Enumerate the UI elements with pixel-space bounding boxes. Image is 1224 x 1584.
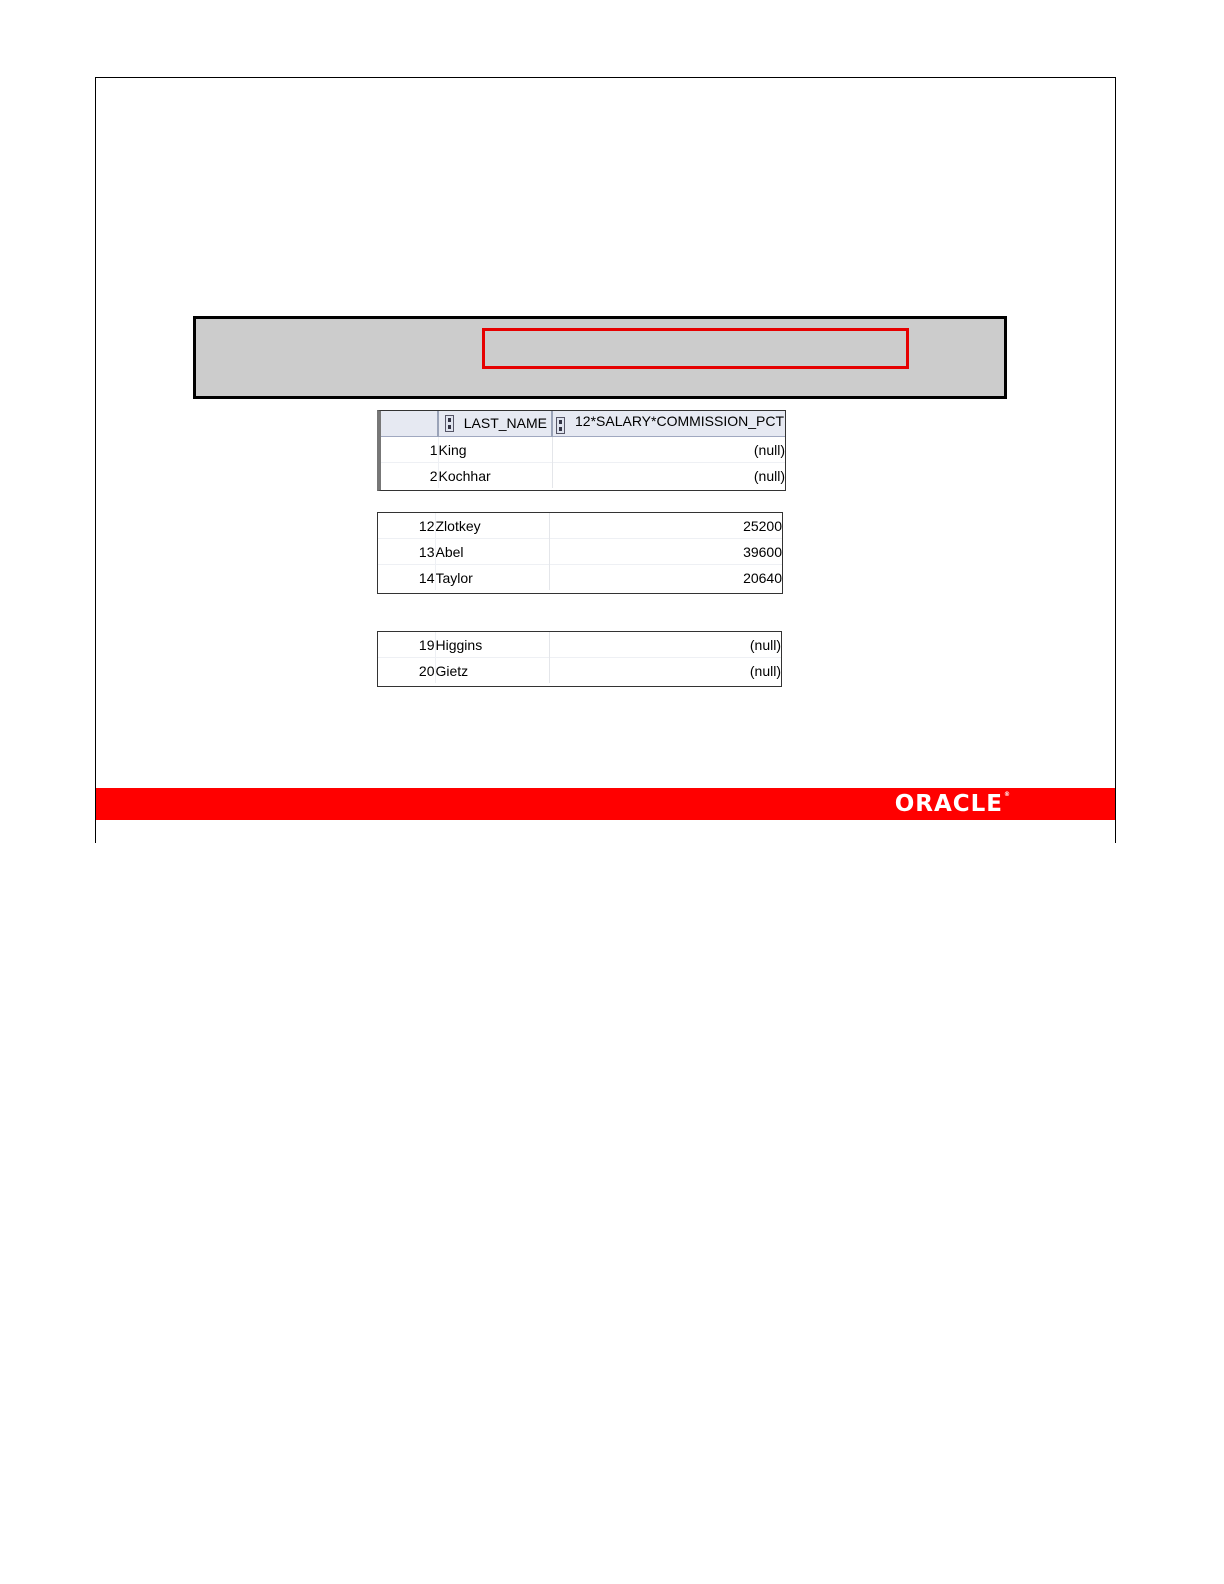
value-cell[interactable]: (null) bbox=[549, 632, 781, 658]
last-name-cell[interactable]: Zlotkey bbox=[435, 513, 549, 539]
table-row[interactable] bbox=[378, 539, 782, 565]
value-cell[interactable]: (null) bbox=[552, 463, 785, 489]
last-name-cell[interactable]: Gietz bbox=[435, 658, 549, 684]
sql-statement-box bbox=[193, 316, 1007, 399]
column-header-last-name[interactable]: LAST_NAME bbox=[438, 411, 552, 437]
last-name-cell[interactable]: Kochhar bbox=[438, 463, 552, 489]
row-number: 2 bbox=[381, 463, 438, 489]
row-number: 19 bbox=[378, 632, 435, 658]
last-name-cell[interactable]: Abel bbox=[435, 539, 549, 565]
value-cell[interactable]: 39600 bbox=[549, 539, 782, 565]
value-cell[interactable]: 20640 bbox=[549, 565, 782, 591]
table-row[interactable] bbox=[381, 463, 785, 489]
value-cell[interactable]: 25200 bbox=[549, 513, 782, 539]
registered-mark: ® bbox=[1004, 791, 1011, 798]
results-grid-middle bbox=[377, 512, 783, 594]
row-number: 1 bbox=[381, 437, 438, 463]
results-grid-top bbox=[377, 410, 786, 491]
last-name-cell[interactable]: Taylor bbox=[435, 565, 549, 591]
oracle-logo: ORACLE® bbox=[894, 791, 1011, 817]
footer-bar bbox=[96, 788, 1115, 820]
table-row[interactable] bbox=[378, 632, 781, 658]
highlight-frame bbox=[482, 328, 909, 369]
table-row[interactable] bbox=[378, 513, 782, 539]
results-grid-bottom bbox=[377, 631, 782, 687]
last-name-cell[interactable]: Higgins bbox=[435, 632, 549, 658]
sort-icon[interactable] bbox=[445, 415, 454, 432]
row-number: 14 bbox=[378, 565, 435, 591]
column-header-expression[interactable]: 12*SALARY*COMMISSION_PCT bbox=[552, 411, 785, 437]
table-row[interactable] bbox=[378, 658, 781, 684]
grid-header-row bbox=[381, 411, 785, 437]
value-cell[interactable]: (null) bbox=[552, 437, 785, 463]
row-number: 13 bbox=[378, 539, 435, 565]
slide bbox=[95, 77, 1116, 843]
table-row[interactable] bbox=[378, 565, 782, 591]
sort-icon[interactable] bbox=[556, 417, 565, 434]
row-number: 20 bbox=[378, 658, 435, 684]
table-row[interactable] bbox=[381, 437, 785, 463]
last-name-cell[interactable]: King bbox=[438, 437, 552, 463]
value-cell[interactable]: (null) bbox=[549, 658, 781, 684]
row-number: 12 bbox=[378, 513, 435, 539]
